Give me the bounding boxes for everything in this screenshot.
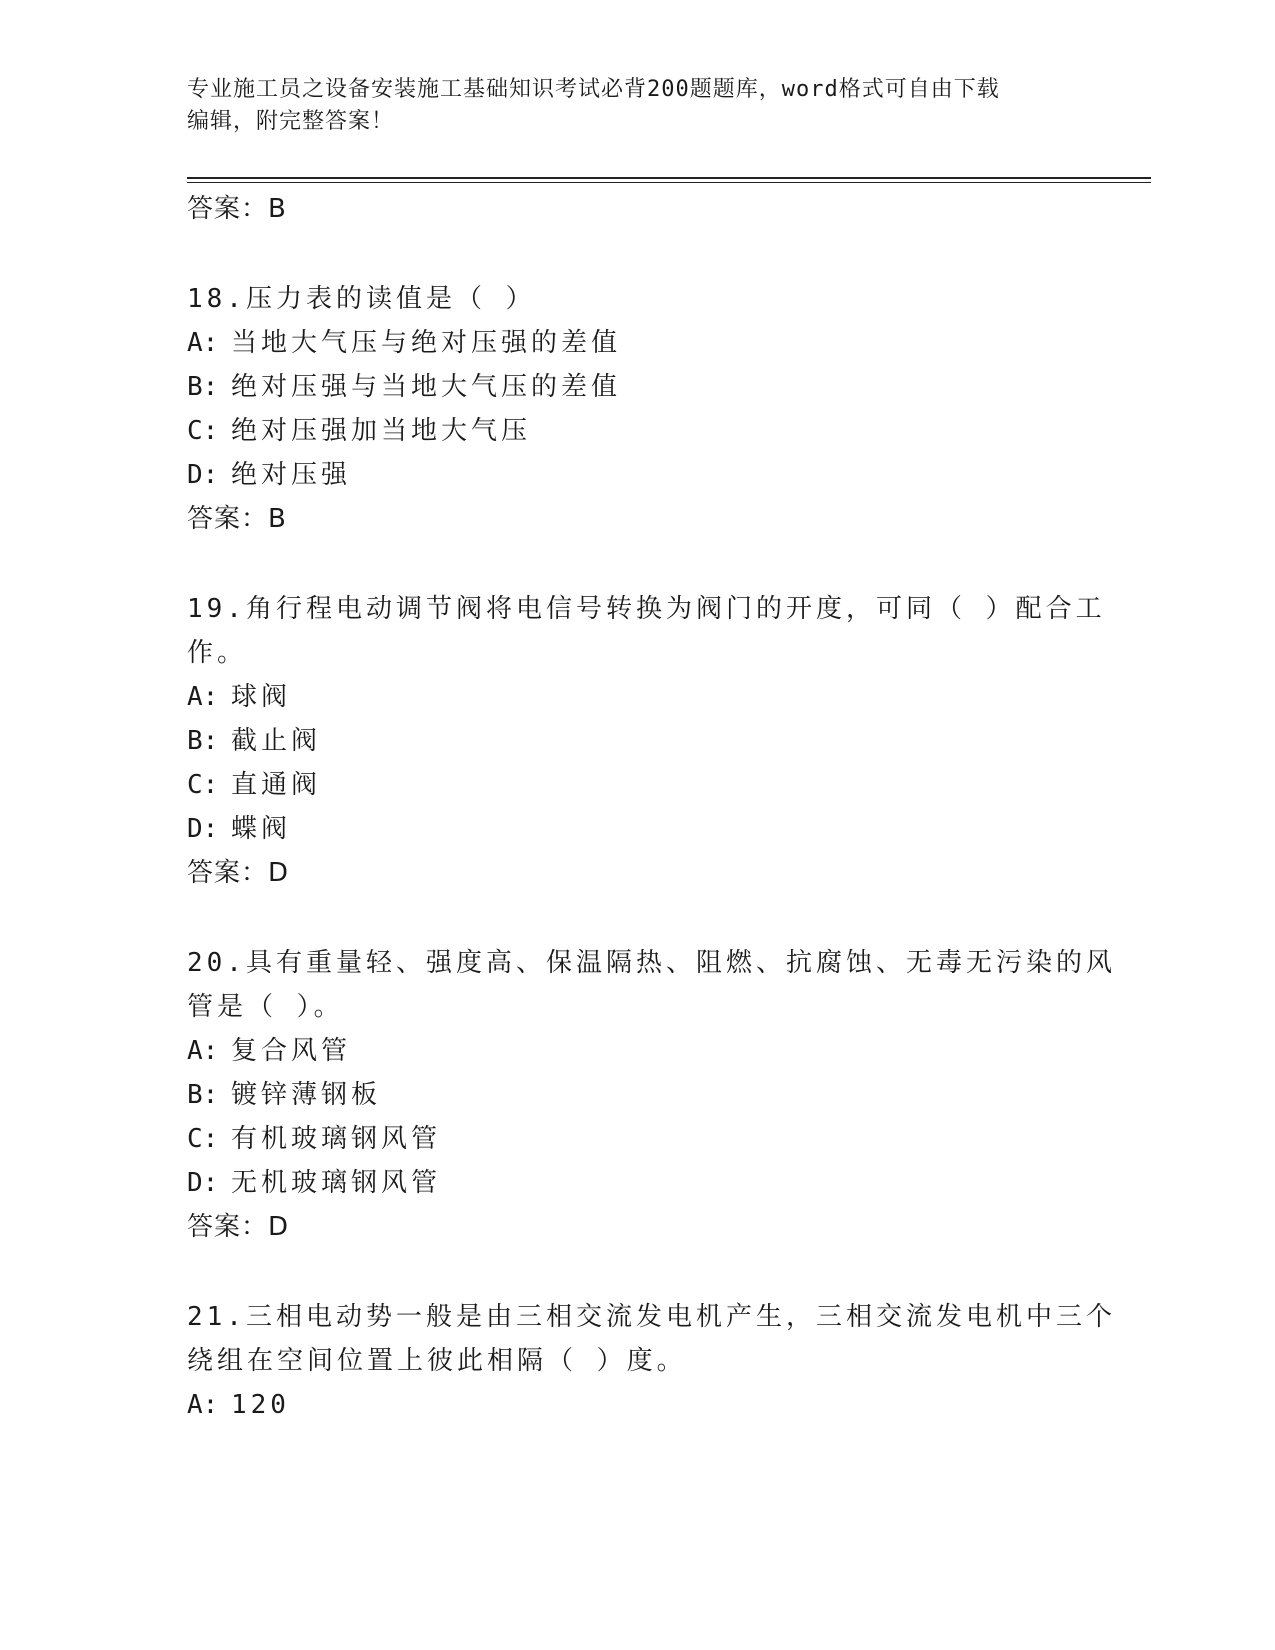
header-line-2: 编辑，附完整答案！ xyxy=(187,109,395,134)
option-label: A: xyxy=(187,682,219,712)
option-text: 有机玻璃钢风管 xyxy=(231,1124,442,1154)
option-b xyxy=(187,724,321,758)
option-text: 无机玻璃钢风管 xyxy=(231,1168,442,1198)
option-text: 绝对压强与当地大气压的差值 xyxy=(231,372,622,402)
option-c xyxy=(187,768,321,802)
option-text: 当地大气压与绝对压强的差值 xyxy=(231,328,622,358)
option-b xyxy=(187,1078,381,1112)
option-label: A: xyxy=(187,328,219,358)
option-c xyxy=(187,1122,441,1156)
header-divider-thin xyxy=(187,182,1151,183)
option-label: C: xyxy=(187,416,219,446)
option-text: 绝对压强 xyxy=(231,460,352,490)
option-label: D: xyxy=(187,814,219,844)
option-label: D: xyxy=(187,1168,219,1198)
option-label: D: xyxy=(187,460,219,490)
option-d xyxy=(187,458,351,492)
header-line-1: 专业施工员之设备安装施工基础知识考试必背200题题库，word格式可自由下载 xyxy=(187,77,1000,102)
option-d xyxy=(187,1166,441,1200)
question-text-cont: 绕组在空间位置上彼此相隔（ ）度。 xyxy=(187,1346,687,1376)
option-text: 直通阀 xyxy=(231,770,322,800)
option-text: 120 xyxy=(231,1390,290,1420)
option-a xyxy=(187,326,621,360)
question-text: 20.具有重量轻、强度高、保温隔热、阻燃、抗腐蚀、无毒无污染的风 xyxy=(187,948,1116,978)
option-d xyxy=(187,812,291,846)
option-text: 镀锌薄钢板 xyxy=(231,1080,382,1110)
option-label: A: xyxy=(187,1036,219,1066)
option-a xyxy=(187,680,291,714)
option-text: 绝对压强加当地大气压 xyxy=(231,416,532,446)
option-label: C: xyxy=(187,770,219,800)
option-a xyxy=(187,1034,351,1068)
option-text: 复合风管 xyxy=(231,1036,352,1066)
option-label: B: xyxy=(187,1080,219,1110)
option-a xyxy=(187,1388,290,1422)
question-text: 18.压力表的读值是（ ） xyxy=(187,284,536,314)
answer-line: 答案：B xyxy=(187,504,287,534)
answer-line: 答案：D xyxy=(187,858,290,888)
question-text-cont: 作。 xyxy=(187,638,248,668)
option-b xyxy=(187,370,621,404)
answer-line: 答案：B xyxy=(187,194,287,224)
option-label: C: xyxy=(187,1124,219,1154)
option-c xyxy=(187,414,531,448)
option-label: B: xyxy=(187,372,219,402)
header-divider xyxy=(187,177,1151,179)
option-label: A: xyxy=(187,1390,219,1420)
question-text: 19.角行程电动调节阀将电信号转换为阀门的开度，可同（ ）配合工 xyxy=(187,594,1106,624)
document-header xyxy=(187,74,1067,138)
question-text-cont: 管是（ ）。 xyxy=(187,992,344,1022)
question-text: 21.三相电动势一般是由三相交流发电机产生，三相交流发电机中三个 xyxy=(187,1302,1116,1332)
option-label: B: xyxy=(187,726,219,756)
option-text: 球阀 xyxy=(231,682,292,712)
option-text: 截止阀 xyxy=(231,726,322,756)
option-text: 蝶阀 xyxy=(231,814,292,844)
answer-line: 答案：D xyxy=(187,1212,290,1242)
